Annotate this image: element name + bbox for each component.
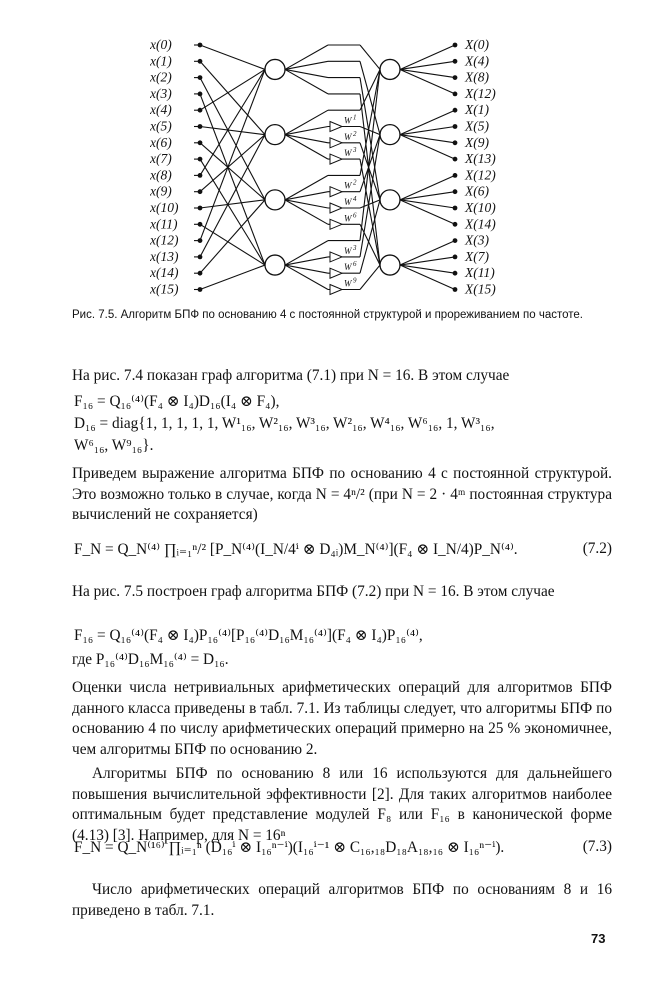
output-label: X(7)	[465, 248, 489, 264]
output-node	[453, 222, 458, 227]
input-label: x(15)	[150, 281, 179, 297]
output-label: X(12)	[465, 85, 496, 101]
output-label: X(8)	[465, 69, 489, 85]
input-label: x(3)	[150, 85, 172, 101]
edge-right-in	[360, 45, 380, 69]
edge-right-in	[360, 265, 380, 289]
equation-where: где P₁₆⁽⁴⁾D₁₆M₁₆⁽⁴⁾ = D₁₆.	[72, 651, 229, 668]
output-label: X(10)	[465, 200, 496, 215]
twiddle-triangle	[330, 203, 342, 213]
twiddle-exponent: 6	[353, 211, 357, 220]
paragraph-2: Приведем выражение алгоритма БПФ по основанию 4 с постоянной структурой. Это возможно только в случае, когда N = 4ⁿ/² (при N = 2 · 4ᵐ постоянная структура вычислений не сохраняется)	[72, 465, 612, 523]
twiddle-label: W	[344, 278, 352, 289]
twiddle-label: W	[344, 197, 352, 207]
equation-f16: F₁₆ = Q₁₆⁽⁴⁾(F₄ ⊗ I₄)D₁₆(I₄ ⊗ F₄),	[74, 393, 280, 410]
input-label: x(6)	[150, 134, 172, 150]
twiddle-exponent: 9	[353, 276, 357, 285]
twiddle-exponent: 3	[353, 243, 357, 252]
edge-in	[200, 200, 265, 208]
edge-right-in	[360, 69, 380, 110]
input-label: x(9)	[150, 183, 172, 199]
input-label: x(13)	[150, 248, 179, 264]
output-label: X(12)	[465, 167, 496, 183]
input-label: x(2)	[150, 69, 172, 85]
input-label: x(14)	[150, 265, 179, 281]
paragraph-4: Оценки числа нетривиальных арифметических операций для алгоритмов БПФ данного класса приведены в табл. 7.1. Из таблицы следует, что алгоритмы БПФ по основанию 4 по числу арифметических операций примерно на 25 % экономичнее, чем алгоритмы БПФ по основанию 2.	[72, 679, 612, 758]
equation-7-2-number: (7.2)	[582, 540, 612, 557]
equation-d16: D₁₆ = diag{1, 1, 1, 1, 1, W¹₁₆, W²₁₆, W³₁₆, W²₁₆, W⁴₁₆, W⁶₁₆, 1, W³₁₆,	[74, 415, 495, 432]
equation-7-3-number: (7.3)	[582, 838, 612, 855]
input-label: x(7)	[150, 151, 172, 167]
twiddle-label: W	[344, 213, 352, 224]
output-label: X(13)	[465, 151, 496, 167]
edge-right-in	[360, 127, 380, 135]
input-label: x(12)	[150, 232, 179, 248]
twiddle-triangle	[330, 187, 342, 197]
twiddle-label: W	[344, 148, 352, 159]
edge-in	[200, 159, 265, 265]
output-label: X(15)	[465, 281, 496, 297]
output-label: X(1)	[465, 102, 489, 118]
output-label: X(14)	[465, 216, 496, 232]
output-label: X(6)	[465, 183, 489, 199]
edge-right-in	[360, 224, 380, 265]
butterfly-node-right	[380, 59, 400, 79]
output-label: X(11)	[465, 265, 495, 281]
fft-flow-graph	[150, 30, 510, 305]
paragraph-1: На рис. 7.4 показан граф алгоритма (7.1) при N = 16. В этом случае	[72, 367, 510, 384]
output-label: X(5)	[465, 118, 489, 134]
butterfly-node-left	[265, 190, 285, 210]
twiddle-triangle	[330, 122, 342, 132]
twiddle-exponent: 2	[353, 129, 357, 138]
twiddle-label: W	[344, 180, 352, 191]
twiddle-label: W	[344, 115, 352, 126]
equation-d16-cont: W⁶₁₆, W⁹₁₆}.	[74, 437, 154, 454]
edge-in	[200, 127, 265, 135]
twiddle-label: W	[344, 245, 352, 256]
paragraph-6: Число арифметических операций алгоритмов БПФ по основаниям 8 и 16 приведено в табл. 7.1.	[72, 881, 612, 919]
figure-caption: Рис. 7.5. Алгоритм БПФ по основанию 4 с постоянной структурой и прореживанием по частоте.	[72, 309, 583, 321]
edge-in	[200, 135, 265, 192]
output-label: X(0)	[465, 37, 489, 52]
edge-right-in	[360, 200, 380, 208]
equation-7-3: F_N = Q_N⁽¹⁶⁾ ∏ᵢ₌₁ⁿ (D₁₆ⁱ ⊗ I₁₆ⁿ⁻ⁱ)(I₁₆ⁱ⁻¹ ⊗ C₁₆,₁₈D₁₈A₁₈,₁₆ ⊗ I₁₆ⁿ⁻ⁱ).	[74, 839, 505, 856]
input-label: x(1)	[150, 53, 172, 69]
output-label: X(9)	[465, 134, 489, 150]
butterfly-node-right	[380, 190, 400, 210]
edge-in	[200, 143, 265, 200]
twiddle-label: W	[344, 262, 352, 273]
output-label: X(3)	[465, 232, 489, 248]
twiddle-triangle	[330, 154, 342, 164]
twiddle-triangle	[330, 138, 342, 148]
output-label: X(4)	[465, 53, 489, 69]
butterfly-node-left	[265, 255, 285, 275]
input-label: x(11)	[150, 216, 178, 232]
edge-in	[200, 69, 265, 110]
twiddle-exponent: 1	[353, 113, 357, 122]
edge-in	[200, 224, 265, 265]
twiddle-exponent: 2	[353, 178, 357, 187]
twiddle-label: W	[344, 131, 352, 142]
edge-in	[200, 265, 265, 289]
input-label: x(0)	[150, 37, 172, 52]
butterfly-node-right	[380, 125, 400, 145]
twiddle-triangle	[330, 285, 342, 295]
twiddle-exponent: 6	[353, 260, 357, 269]
butterfly-node-left	[265, 125, 285, 145]
edge-in	[200, 45, 265, 69]
twiddle-exponent: 3	[353, 146, 357, 155]
input-label: x(4)	[150, 102, 172, 118]
input-label: x(8)	[150, 167, 172, 183]
butterfly-node-right	[380, 255, 400, 275]
edge-in	[200, 200, 265, 273]
twiddle-triangle	[330, 268, 342, 278]
paragraph-5: Алгоритмы БПФ по основанию 8 или 16 используются для дальнейшего повышения вычислительной эффективности [2]. Для таких алгоритмов наиболее оптимальным будет представление модулей F₈ или F₁₆ в канонической форме (4.13) [3]. Например, для N = 16ⁿ	[72, 765, 612, 844]
twiddle-triangle	[330, 252, 342, 262]
input-label: x(5)	[150, 118, 172, 134]
equation-f16-constant: F₁₆ = Q₁₆⁽⁴⁾(F₄ ⊗ I₄)P₁₆⁽⁴⁾[P₁₆⁽⁴⁾D₁₆M₁₆⁽⁴⁾](F₄ ⊗ I₄)P₁₆⁽⁴⁾,	[74, 627, 423, 644]
edge-in	[200, 69, 265, 175]
twiddle-exponent: 4	[353, 195, 357, 203]
edge-in	[200, 61, 265, 134]
paragraph-3: На рис. 7.5 построен граф алгоритма БПФ (7.2) при N = 16. В этом случае	[72, 583, 555, 600]
page-number: 73	[591, 931, 606, 946]
equation-7-2: F_N = Q_N⁽⁴⁾ ∏ᵢ₌₁ⁿ/² [P_N⁽⁴⁾(I_N/4ⁱ ⊗ D₄ᵢ)M_N⁽⁴⁾](F₄ ⊗ I_N/4)P_N⁽⁴⁾.	[74, 541, 518, 558]
input-label: x(10)	[150, 200, 179, 215]
butterfly-node-left	[265, 59, 285, 79]
twiddle-triangle	[330, 219, 342, 229]
